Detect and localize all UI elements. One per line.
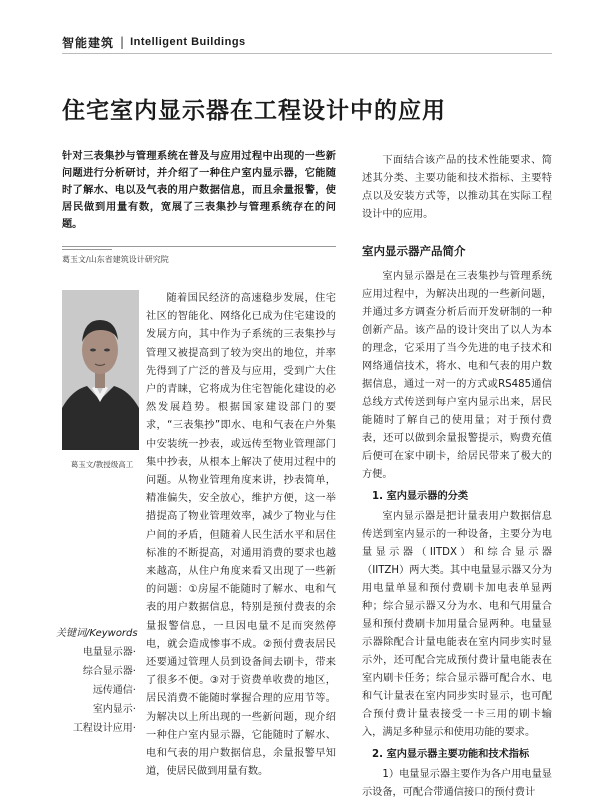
- keyword-item: 综合显示器·: [82, 666, 136, 677]
- keywords-heading: 关键词/Keywords: [56, 628, 138, 639]
- abstract-divider-short: [62, 249, 112, 250]
- page-header: [62, 34, 246, 50]
- abstract-divider: [62, 246, 336, 247]
- subsection-paragraph-functions: 1）电量显示器主要作为各户用电量显示设备，可配合带通信接口的预付费计: [362, 769, 552, 798]
- body-left-column: [146, 290, 336, 781]
- subsection-heading-functions: 2. 室内显示器主要功能和技术指标: [372, 749, 530, 760]
- section-heading: 室内显示器产品简介: [362, 244, 466, 258]
- section-paragraph: 室内显示器是在三表集抄与管理系统应用过程中，为解决出现的一些新问题，并通过多方调查分析后而开发研制的一种创新产品。该产品的设计突出了以人为本的理念，它采用了当今先进的电子技术和网络通信技术，将水、电和气表的用户数据信息，通过一对一的方式或RS485通信总线方式传送到每户室内显示出来，居民能随时了解自己的使用量；对于预付费表，还可以做到余量报警提示，购费充值后便可在家中刷卡，给居民带来了极大的方便。: [362, 271, 552, 480]
- author-portrait-image: [62, 290, 139, 450]
- section-name-en: Intelligent Buildings: [130, 36, 246, 48]
- subsection-heading-classification: 1. 室内显示器的分类: [372, 491, 469, 502]
- keyword-item: 远传通信·: [92, 685, 136, 696]
- author-photo: [62, 290, 139, 450]
- body-right-column: [362, 152, 552, 802]
- keyword-item: 工程设计应用·: [72, 723, 136, 734]
- article-abstract: 针对三表集抄与管理系统在普及与应用过程中出现的一些新问题进行分析研讨，并介绍了一种住户室内显示器，它能随时了解水、电以及气表的用户数据信息，而且余量报警，使居民做到用量有数，宽展了三表集抄与管理系统存在的问题。: [62, 151, 336, 230]
- article-title: 住宅室内显示器在工程设计中的应用: [62, 98, 446, 124]
- intro-paragraph: 下面结合该产品的技术性能要求、简述其分类、主要功能和技术指标、主要特点以及安装方式等，以推动其在实际工程设计中的应用。: [362, 155, 552, 220]
- keywords-list: [56, 643, 136, 738]
- subsection-paragraph-classification: 室内显示器是把计量表用户数据信息传送到室内显示的一种设备，主要分为电量显示器（IITDX）和综合显示器（IITZH）两大类。其中电量显示器又分为用电量单显和预付费刷卡加电表单显两种；综合显示器又分为水、电和气用量合显和预付费刷卡加用量合显两种。电量显示器除配合计量电能表在室内同步实时显示外，还可配合完成预付费计量电能表在室内刷卡任务；综合显示器可配合水、电和气计量表在室内同步实时显示，也可配合预付费计量表接受一卡三用的刷卡输入，满足多种显示和使用功能的要求。: [362, 511, 552, 738]
- body-left-paragraph: 随着国民经济的高速稳步发展，住宅社区的智能化、网络化已成为住宅建设的发展方向，其中作为子系统的三表集抄与管理又被提高到了较为突出的地位，并率先得到了广泛的普及与应用，受到广大住户的青睐，它将成为住宅智能化建设的必然发展趋势。根据国家建设部门的要求，“三表集抄”即水、电和气表在户外集中安装统一抄表，或远传至物业管理部门集中抄表，从根本上解决了使用过程中的问题。从物业管理角度来讲，抄表简单，精准偏失，安全放心，维护方便，这一举措提高了物业管理效率，减少了物业与住户间的矛盾，但随着人民生活水平和居住标准的不断提高，对通用消费的要求也越来越高，从住户角度来看又出现了一些新的问题：①房屋不能随时了解水、电和气表的用户数据信息，特别是预付费表的余量报警信息，一旦因电量不足而突然停电，就会造成惨事不成。②预付费表居民还要通过管理人员到设备间去刷卡，带来了很多不便。③对于资费单收费的地区，居民消费不能随时掌握合理的应用节等。为解决以上所出现的一些新问题，现介绍一种住户室内显示器，它能随时了解水、电和气表的用户数据信息，余量报警早知道，使居民做到用量有数。: [146, 293, 336, 778]
- keyword-item: 室内显示·: [92, 704, 136, 715]
- header-separator: |: [120, 35, 125, 49]
- section-name-cn: 智能建筑: [62, 35, 115, 50]
- author-affiliation: 葛玉文/山东省建筑设计研究院: [62, 255, 169, 264]
- header-divider: [62, 53, 552, 54]
- photo-caption: 葛玉文/教授级高工: [70, 460, 134, 469]
- keyword-item: 电量显示器·: [82, 647, 136, 658]
